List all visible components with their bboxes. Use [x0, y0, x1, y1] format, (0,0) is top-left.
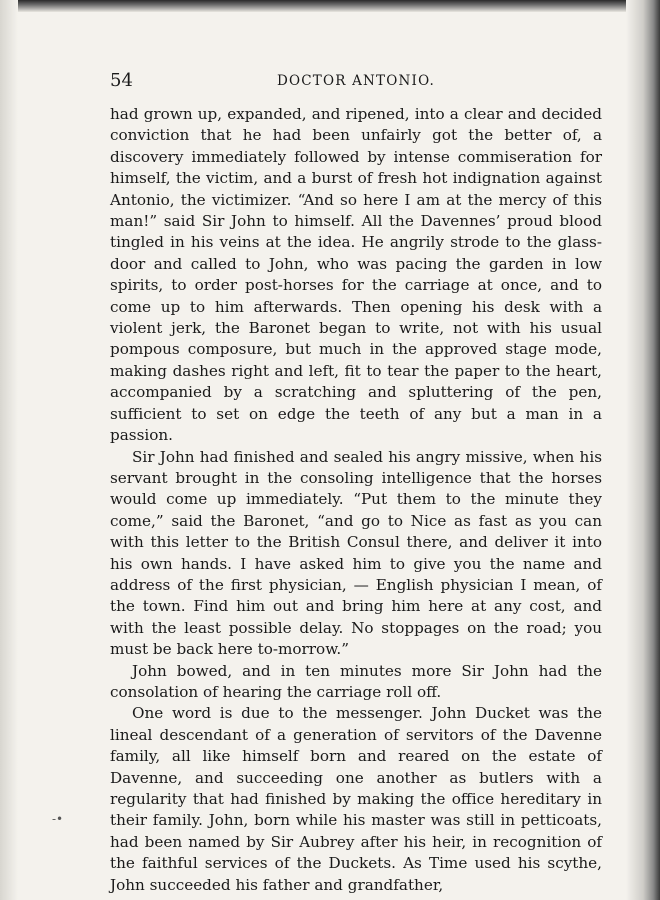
scan-right-edge	[626, 0, 660, 900]
paragraph-3: John bowed, and in ten minutes more Sir John had the consolation of hearing the carriage roll off.	[110, 661, 602, 701]
page-number: 54	[110, 70, 133, 91]
running-title: DOCTOR ANTONIO.	[276, 73, 436, 89]
paragraph-2: Sir John had finished and sealed his angry missive, when his servant brought in the consoling intelligence that the horses would come up immediately. “Put them to the minute they come,” said the Baronet, “and go to Nice as fast as you can with this letter to the British Consul there, and deliver it into his own hands. I have asked him to give you the name and address of the first physician, — English physician I mean, of the town. Find him out and bring him here at any cost, and with the least possible delay. No stoppages on the road; you must be back here to-morrow.”	[110, 447, 602, 659]
scan-top-edge	[0, 0, 660, 12]
scan-left-edge	[0, 0, 18, 900]
margin-mark-icon: -•	[52, 812, 64, 826]
paragraph-4: One word is due to the messenger. John Ducket was the lineal descendant of a generation of servitors of the Davenne family, all like himself born and reared on the estate of Davenne, and succeeding one another as butlers with a regularity that had finished by making the office hereditary in their family. John, born while his master was still in petticoats, had been named by Sir Aubrey after his heir, in recognition of the faithful services of the Duckets. As Time used his scythe, John succeeded his father and grandfather,	[110, 704, 602, 894]
paragraph-1: had grown up, expanded, and ripened, into a clear and decided conviction that he had been unfairly got the better of, a discovery immediately followed by intense commiseration for himself, the victim, and a burst of fresh hot indignation against Antonio, the victimizer. “And so here I am at the mercy of this man!” said Sir John to himself. All the Davennes’ proud blood tingled in his veins at the idea. He angrily strode to the glass-door and called to John, who was pacing the garden in low spirits, to order post-horses for the carriage at once, and to come up to him afterwards. Then opening his desk with a violent jerk, the Baronet began to write, not with his usual pompous composure, but much in the approved stage mode, making dashes right and left, fit to tear the paper to the heart, accompanied by a scratching and spluttering of the pen, sufficient to set on edge the teeth of any but a man in a passion.	[110, 105, 602, 445]
running-head	[110, 60, 602, 104]
book-page	[110, 60, 602, 896]
